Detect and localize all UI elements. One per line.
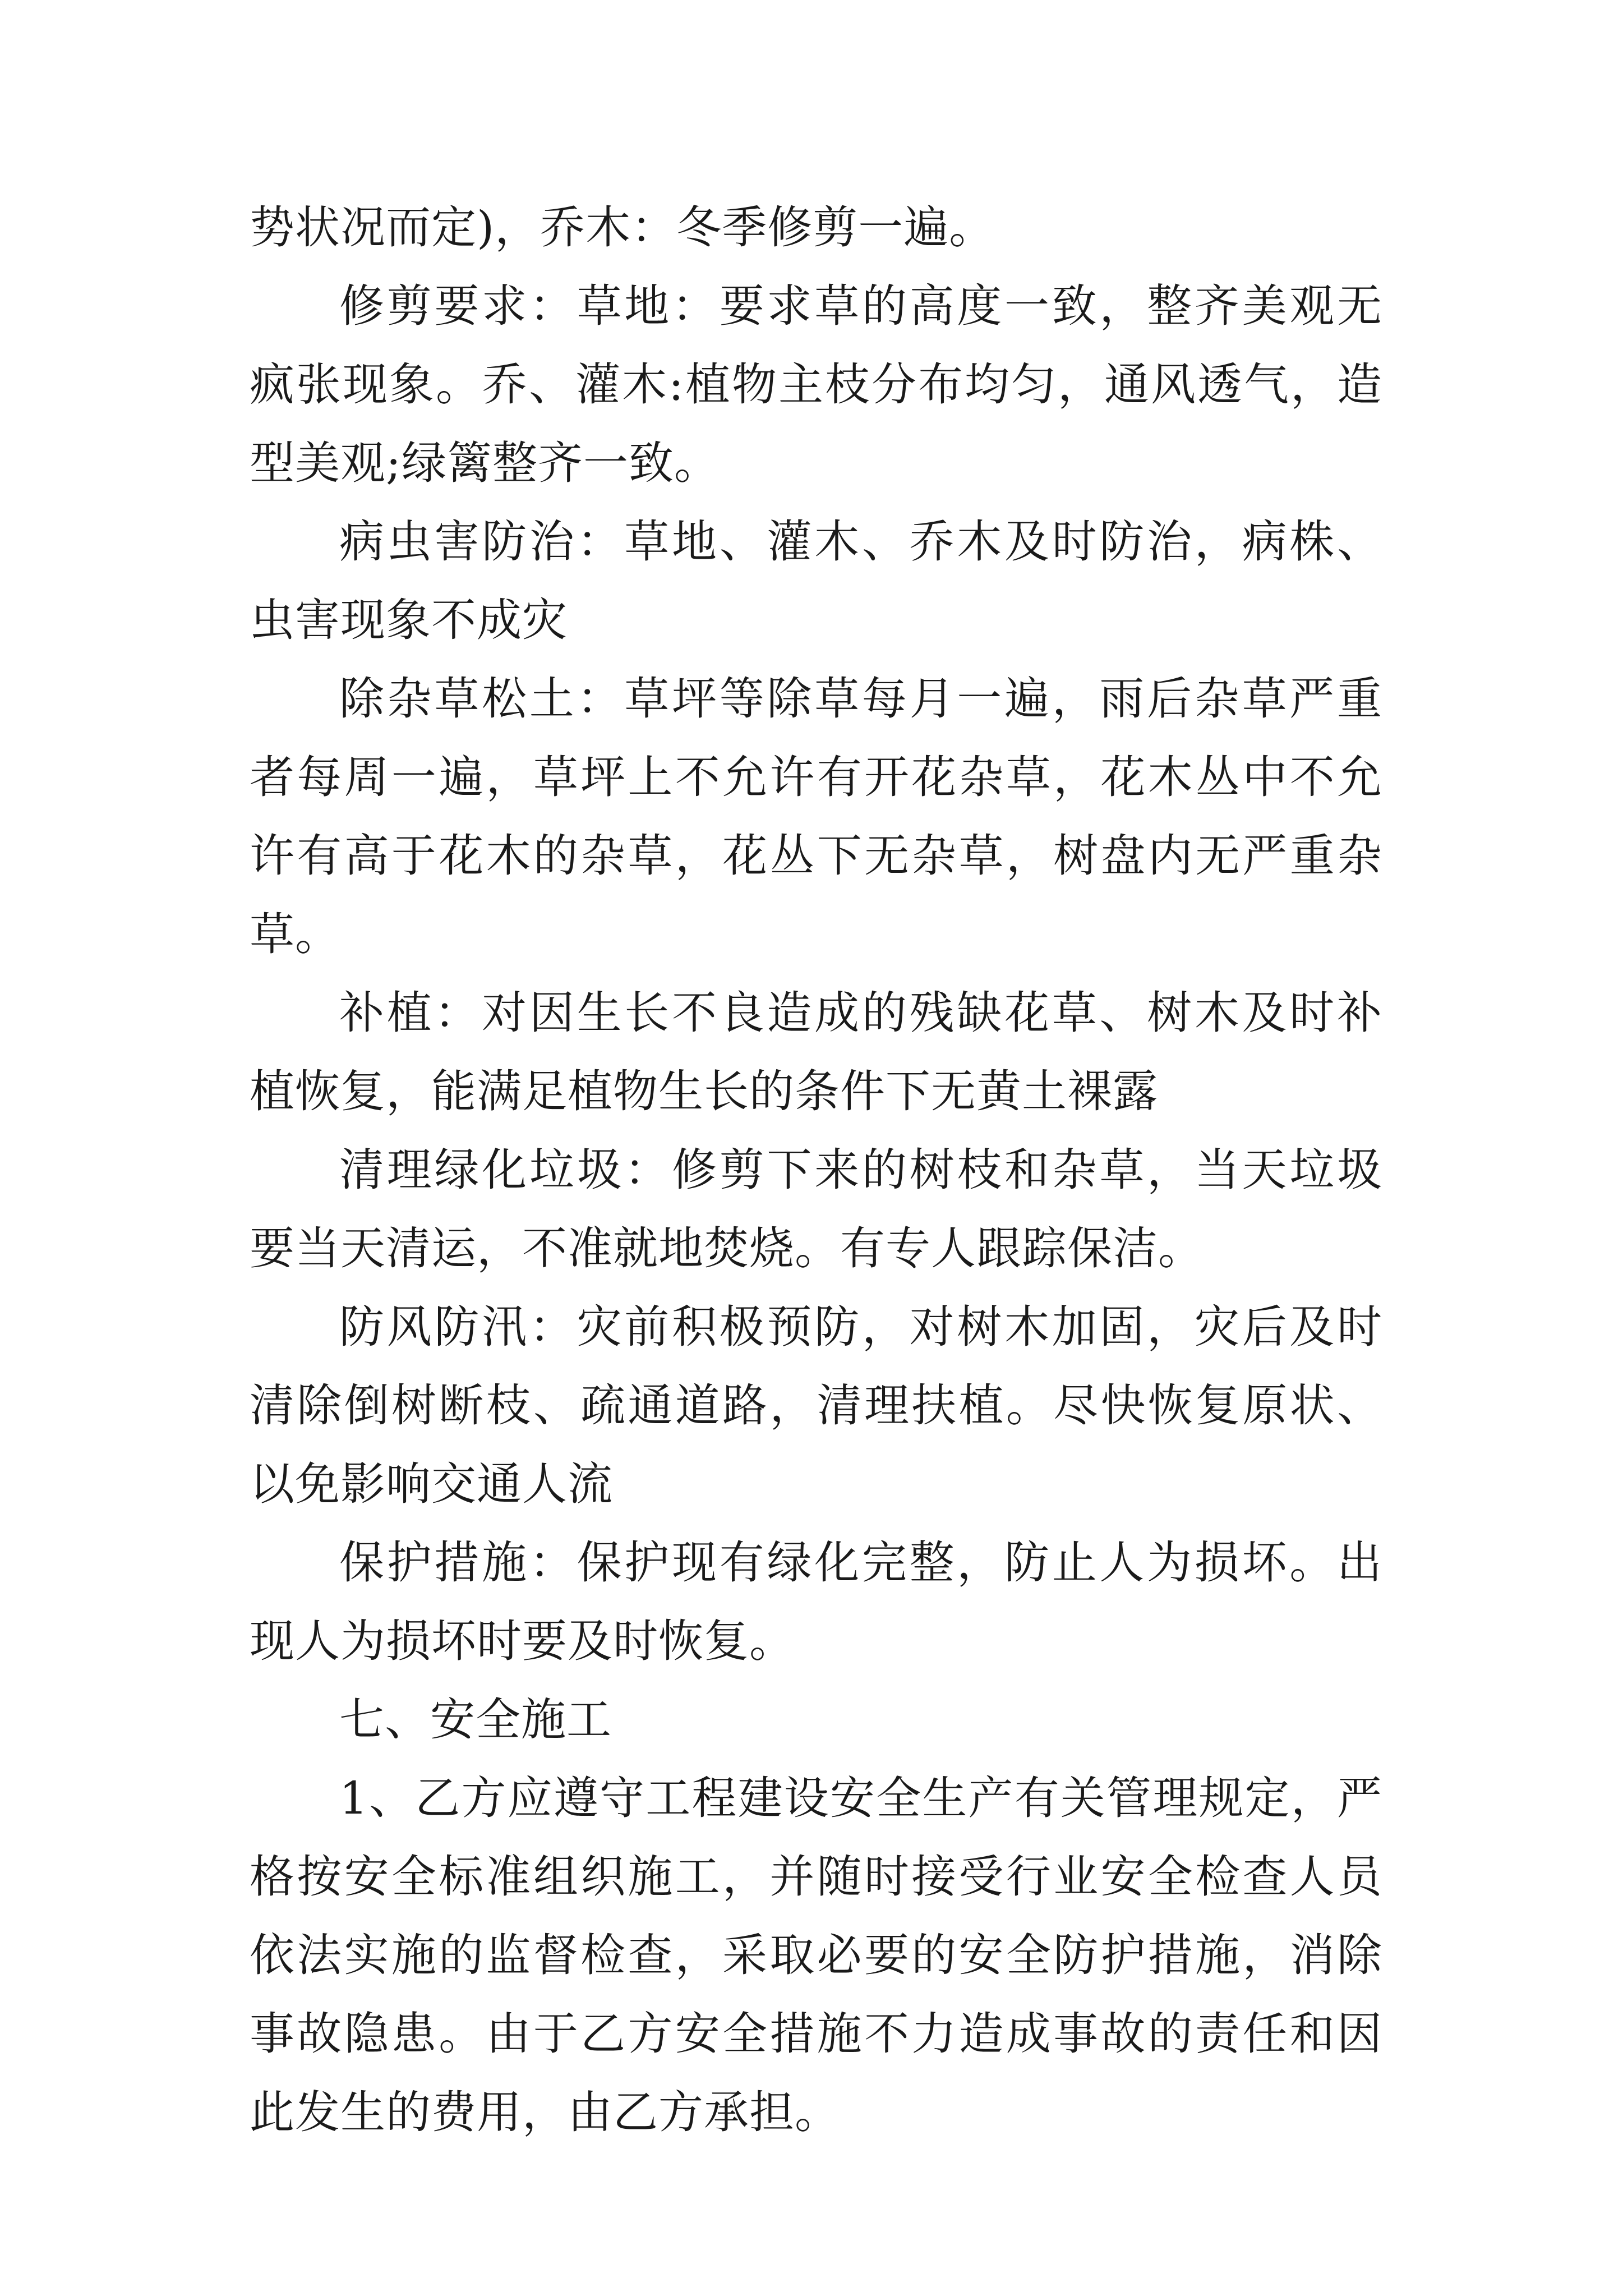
body-text bbox=[250, 188, 1382, 2152]
section-heading-safety: 七、安全施工 bbox=[339, 1694, 612, 1746]
paragraph-1: 势状况而定)，乔木：冬季修剪一遍。 bbox=[250, 201, 995, 254]
paragraph-5: 补植：对因生长不良造成的残缺花草、树木及时补植恢复，能满足植物生长的条件下无黄土裸露 bbox=[250, 987, 1382, 1117]
paragraph-2: 修剪要求：草地：要求草的高度一致，整齐美观无疯张现象。乔、灌木:植物主枝分布均匀，通风透气，造型美观;绿篱整齐一致。 bbox=[250, 280, 1382, 489]
paragraph-7: 防风防汛：灾前积极预防，对树木加固，灾后及时清除倒树断枝、疏通道路，清理扶植。尽快恢复原状、以免影响交通人流 bbox=[250, 1301, 1382, 1510]
paragraph-4: 除杂草松土：草坪等除草每月一遍，雨后杂草严重者每周一遍，草坪上不允许有开花杂草，花木丛中不允许有高于花木的杂草，花丛下无杂草，树盘内无严重杂草。 bbox=[250, 673, 1382, 960]
paragraph-6: 清理绿化垃圾：修剪下来的树枝和杂草，当天垃圾要当天清运，不准就地焚烧。有专人跟踪保洁。 bbox=[250, 1144, 1382, 1274]
paragraph-3: 病虫害防治：草地、灌木、乔木及时防治，病株、虫害现象不成灾 bbox=[250, 516, 1382, 646]
paragraph-8: 保护措施：保护现有绿化完整，防止人为损坏。出现人为损坏时要及时恢复。 bbox=[250, 1536, 1382, 1667]
paragraph-10: 1、乙方应遵守工程建设安全生产有关管理规定，严格按安全标准组织施工，并随时接受行业安全检查人员依法实施的监督检查，采取必要的安全防护措施，消除事故隐患。由于乙方安全措施不力造成事故的责任和因此发生的费用，由乙方承担。 bbox=[250, 1772, 1382, 2138]
